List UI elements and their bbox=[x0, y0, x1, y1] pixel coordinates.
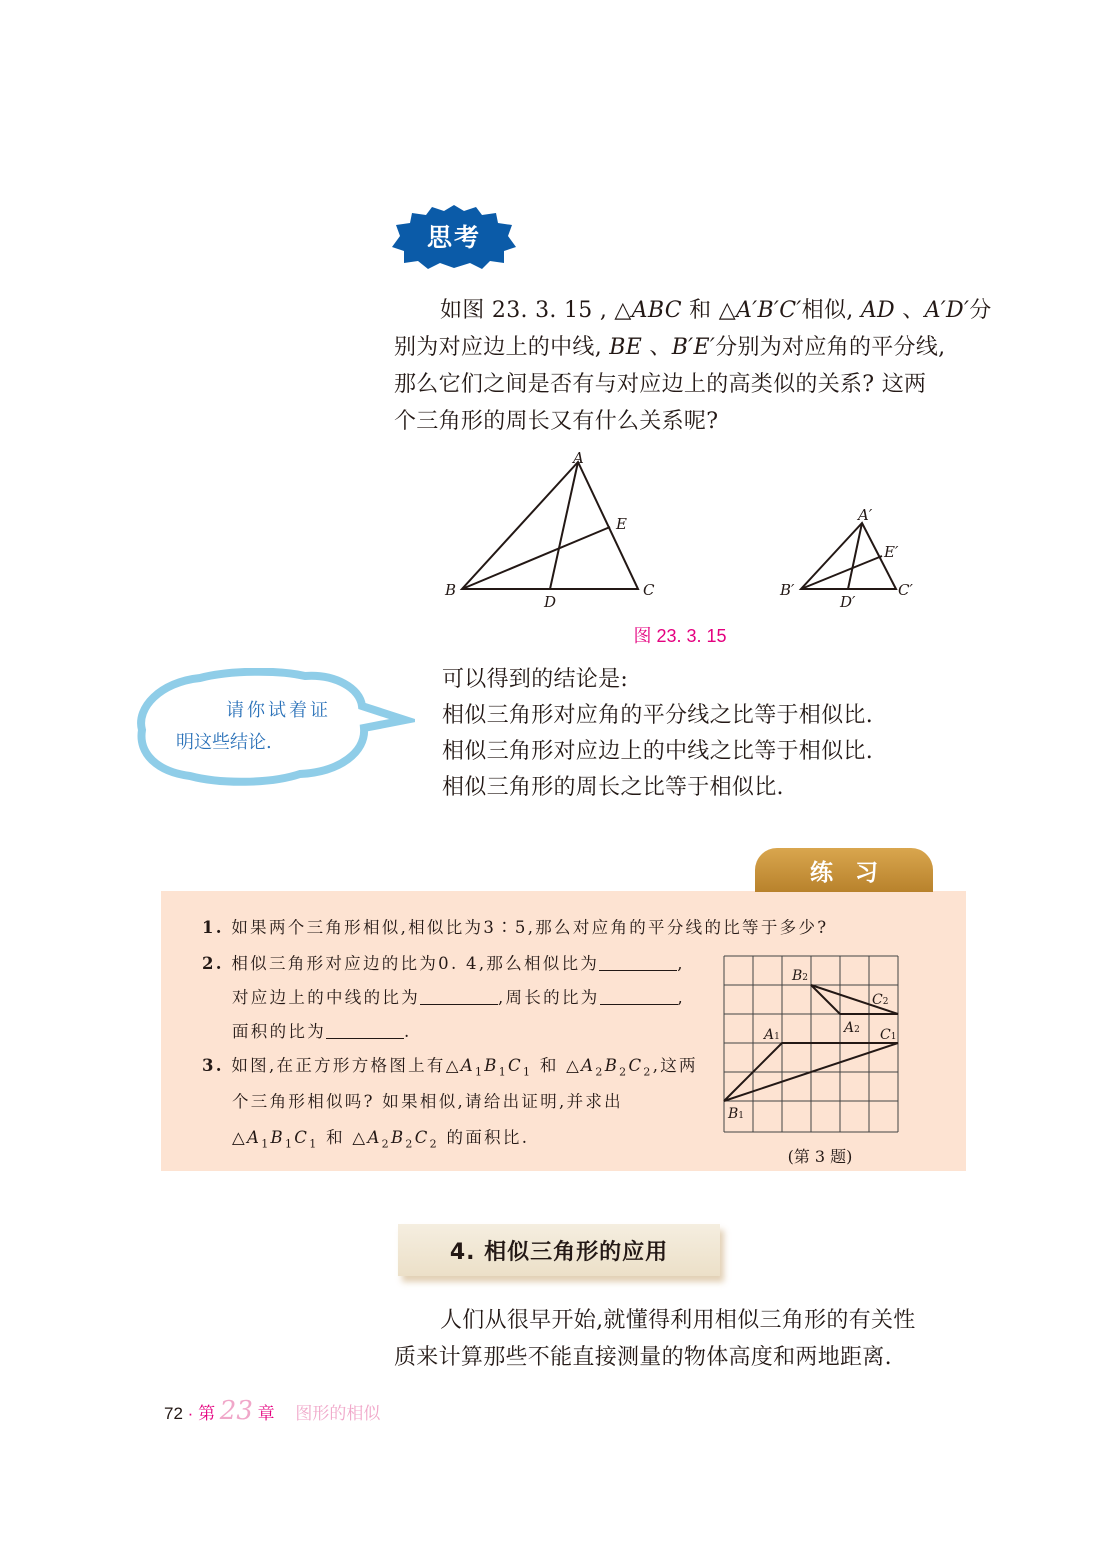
bisector-be bbox=[462, 527, 610, 589]
exercise-q3-line2 bbox=[232, 1088, 623, 1112]
section-heading: 4. 相似三角形的应用 bbox=[398, 1224, 720, 1276]
exercise-q2-line3: 面积的比为 . bbox=[232, 1022, 412, 1041]
bubble-text bbox=[176, 695, 356, 759]
q3-text-d: 个三角形相似吗? 如果相似,请给出证明,并求出 bbox=[232, 1092, 623, 1111]
bisector-b2e2 bbox=[801, 556, 882, 589]
q1-number: 1. bbox=[202, 918, 224, 937]
bubble-line-2: 明这些结论. bbox=[176, 732, 272, 753]
chapter-title: 图形的相似 bbox=[295, 1404, 381, 1423]
think-line-1: 如图 23. 3. 15 , △ABC 和 △A′B′C′相似, AD 、A′D′分 bbox=[440, 298, 992, 323]
label-e-prime: E′ bbox=[884, 543, 899, 561]
q3-text-f: 的面积比. bbox=[446, 1128, 530, 1147]
exercise-q2-line2: 对应边上的中线的比为 ,周长的比为 , bbox=[232, 988, 686, 1007]
grid-label-a1: A1 bbox=[764, 1027, 780, 1043]
label-b-prime: B′ bbox=[780, 581, 795, 599]
grid-label-c2: C2 bbox=[872, 992, 889, 1008]
answer-blank[interactable] bbox=[599, 954, 677, 971]
q3-text-b: 和 bbox=[539, 1056, 559, 1075]
grid-label-b1: B1 bbox=[728, 1106, 745, 1122]
answer-blank[interactable] bbox=[600, 988, 678, 1005]
q2-text-b: 对应边上的中线的比为 bbox=[232, 988, 420, 1007]
q3-text-a: 如图,在正方形方格图上有 bbox=[231, 1056, 446, 1075]
label-c: C bbox=[643, 581, 655, 599]
label-c-prime: C′ bbox=[898, 581, 913, 599]
page-footer bbox=[164, 1396, 380, 1426]
chapter-number: 23 bbox=[219, 1396, 253, 1426]
conclusion-line: 相似三角形的周长之比等于相似比. bbox=[442, 775, 784, 800]
label-d-prime: D′ bbox=[840, 593, 856, 611]
conclusion-line: 可以得到的结论是: bbox=[442, 667, 629, 692]
q3-text-e: 和 bbox=[326, 1128, 345, 1147]
answer-blank[interactable] bbox=[420, 988, 498, 1005]
think-line-4: 个三角形的周长又有什么关系呢? bbox=[394, 409, 719, 434]
label-b: B bbox=[445, 581, 457, 599]
chapter-prefix: 第 bbox=[198, 1404, 216, 1423]
section-line-1: 人们从很早开始,就懂得利用相似三角形的有关性 bbox=[440, 1308, 916, 1333]
conclusion-line: 相似三角形对应边上的中线之比等于相似比. bbox=[442, 739, 873, 764]
exercise-q2-line1: 2. 相似三角形对应边的比为0. 4,那么相似比为 , bbox=[202, 954, 685, 973]
median-a2d2 bbox=[848, 523, 862, 589]
label-a: A bbox=[573, 449, 584, 467]
grid-caption: (第 3 题) bbox=[787, 1147, 853, 1166]
think-line-2: 别为对应边上的中线, BE 、B′E′分别为对应角的平分线, bbox=[394, 335, 946, 360]
label-d: D bbox=[544, 593, 557, 611]
conclusion-line: 相似三角形对应角的平分线之比等于相似比. bbox=[442, 703, 873, 728]
grid-figure bbox=[718, 950, 904, 1140]
bubble-line-1: 请你试着证 bbox=[226, 700, 331, 721]
section-line-2: 质来计算那些不能直接测量的物体高度和两地距离. bbox=[394, 1345, 892, 1370]
label-e: E bbox=[616, 515, 627, 533]
q2-number: 2. bbox=[202, 954, 224, 973]
grid-label-c1: C1 bbox=[880, 1027, 897, 1043]
exercise-q3-line3: $\triangle A_1B_1C_1$ 和 $\triangle A_2B_2C_2$ 的面积比. bbox=[232, 1128, 530, 1151]
think-line-3: 那么它们之间是否有与对应边上的高类似的关系? 这两 bbox=[394, 372, 927, 397]
page-number: 72 bbox=[164, 1404, 183, 1423]
q2-text-d: 面积的比为 bbox=[232, 1022, 326, 1041]
label-a-prime: A′ bbox=[858, 506, 873, 524]
think-question bbox=[394, 292, 992, 440]
grid-label-a2: A2 bbox=[844, 1020, 860, 1036]
median-ad bbox=[550, 462, 578, 589]
exercise-q3-line1: 3. 如图,在正方形方格图上有$\triangle A_1B_1C_1$ 和 $\triangle A_2B_2C_2$,这两 bbox=[202, 1056, 698, 1079]
conclusions bbox=[442, 662, 962, 806]
triangle-abc bbox=[462, 462, 638, 589]
q3-number: 3. bbox=[202, 1056, 224, 1075]
think-label: 思考 bbox=[426, 223, 481, 252]
figure-caption: 图 23. 3. 15 bbox=[633, 626, 727, 646]
q2-text-a: 相似三角形对应边的比为0. 4,那么相似比为 bbox=[231, 954, 600, 973]
exercise-q1 bbox=[202, 914, 828, 938]
chapter-suffix: 章 bbox=[257, 1404, 275, 1423]
q2-text-c: ,周长的比为 bbox=[498, 988, 600, 1007]
answer-blank[interactable] bbox=[326, 1022, 404, 1039]
exercise-tab: 练习 bbox=[755, 848, 933, 892]
q3-text-c: ,这两 bbox=[652, 1056, 698, 1075]
section-paragraph bbox=[394, 1302, 969, 1376]
grid-label-b2: B2 bbox=[792, 968, 809, 984]
triangles-figure bbox=[420, 445, 940, 625]
footer-separator: · bbox=[187, 1404, 194, 1423]
q1-text: 如果两个三角形相似,相似比为3∶5,那么对应角的平分线的比等于多少? bbox=[231, 918, 829, 937]
